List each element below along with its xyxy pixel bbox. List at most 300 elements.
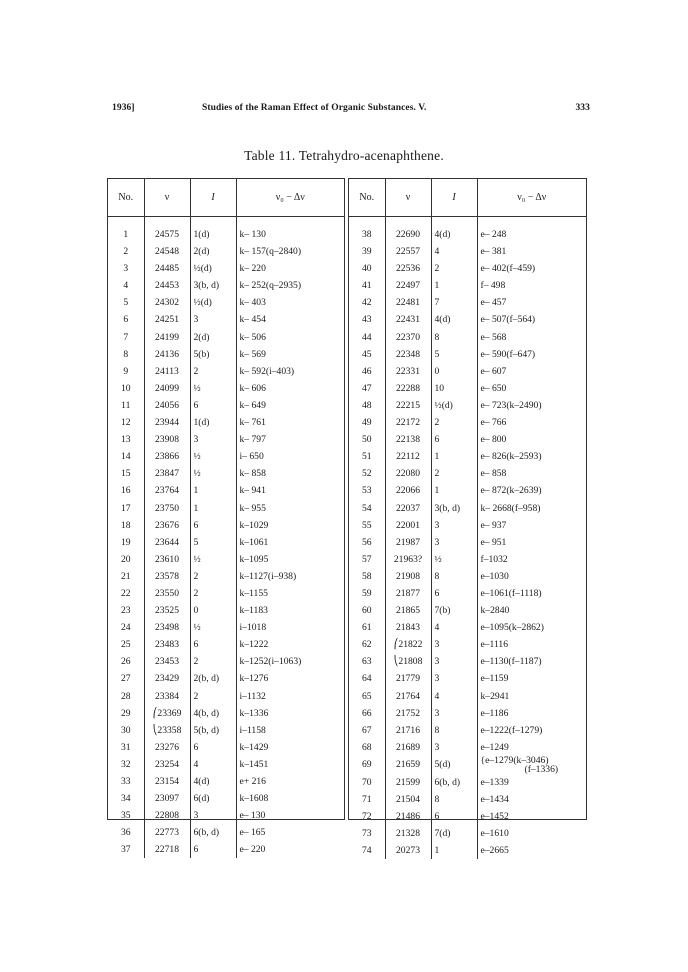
cell-nu: 23610	[144, 551, 190, 568]
table-row	[349, 500, 586, 517]
cell-intensity: 2	[190, 585, 236, 602]
cell-no: 72	[361, 811, 372, 823]
cell-nu: 22037	[385, 500, 431, 517]
shift-note: (f–1336)	[524, 763, 559, 775]
cell-nu: 21764	[385, 688, 431, 705]
cell-nu: 24575	[144, 226, 190, 243]
cell-no: 14	[120, 451, 131, 463]
cell-shift: k– 569	[236, 346, 344, 363]
cell-shift: k– 761	[236, 414, 344, 431]
cell-intensity: 4(d)	[431, 311, 477, 328]
cell-no: 31	[120, 741, 131, 753]
cell-shift: k–1183	[236, 602, 344, 619]
cell-shift: e–1130(f–1187)	[477, 653, 586, 670]
table-row	[349, 774, 586, 791]
cell-shift: e– 858	[477, 465, 586, 482]
cell-nu: 24099	[144, 380, 190, 397]
cell-no: 37	[120, 844, 131, 856]
cell-nu: 22288	[385, 380, 431, 397]
cell-intensity: 5(b, d)	[190, 722, 236, 739]
cell-intensity: ½	[190, 551, 236, 568]
cell-nu: 23384	[144, 688, 190, 705]
cell-shift: e–1186	[477, 705, 586, 722]
cell-nu: 24251	[144, 311, 190, 328]
header-nu: ν	[385, 179, 431, 217]
cell-shift: k–1095	[236, 551, 344, 568]
cell-nu: 20273	[385, 842, 431, 859]
cell-intensity: 3	[431, 705, 477, 722]
table-row	[349, 722, 586, 739]
cell-intensity: 8	[431, 329, 477, 346]
table-row	[349, 243, 586, 260]
table-row	[349, 705, 586, 722]
cell-intensity: 2	[431, 260, 477, 277]
cell-nu: 22215	[385, 397, 431, 414]
cell-no: 18	[120, 519, 131, 531]
header-shift: ν₀ − Δν	[477, 179, 586, 217]
cell-shift: e– 800	[477, 431, 586, 448]
cell-no: 55	[361, 519, 372, 531]
cell-nu: 23154	[144, 773, 190, 790]
table-row	[108, 568, 344, 585]
cell-shift: k–1429	[236, 739, 344, 756]
table-row	[108, 482, 344, 499]
cell-nu: 22690	[385, 226, 431, 243]
cell-shift: k– 592(i–403)	[236, 363, 344, 380]
table-row	[349, 791, 586, 808]
cell-shift: e–1610	[477, 825, 586, 842]
cell-nu: 23276	[144, 739, 190, 756]
cell-shift: k– 858	[236, 465, 344, 482]
cell-shift: k–1608	[236, 790, 344, 807]
cell-nu: 21599	[385, 774, 431, 791]
table-row	[108, 585, 344, 602]
cell-shift: e– 826(k–2593)	[477, 448, 586, 465]
cell-nu: 24113	[144, 363, 190, 380]
cell-shift: e– 937	[477, 517, 586, 534]
table-row	[349, 414, 586, 431]
cell-no: 38	[361, 229, 372, 240]
table-row	[349, 380, 586, 397]
cell-intensity: 1(d)	[190, 414, 236, 431]
cell-no: 64	[361, 673, 372, 685]
cell-nu: 22348	[385, 346, 431, 363]
cell-no: 59	[361, 587, 372, 599]
cell-no: 23	[120, 605, 131, 617]
cell-no: 42	[361, 297, 372, 309]
spacer-cell	[108, 217, 144, 227]
cell-shift: e–1249	[477, 739, 586, 756]
cell-nu: 22557	[385, 243, 431, 260]
cell-intensity: 1	[431, 842, 477, 859]
table-right-half	[348, 178, 587, 857]
cell-intensity: 3	[190, 311, 236, 328]
table-body-left	[108, 217, 344, 859]
cell-intensity: ½	[190, 619, 236, 636]
cell-nu: 23676	[144, 517, 190, 534]
cell-shift: e– 507(f–564)	[477, 311, 586, 328]
cell-nu: 22112	[385, 448, 431, 465]
table-row	[108, 824, 344, 841]
cell-shift: e– 402(f–459)	[477, 260, 586, 277]
cell-shift: e–1159	[477, 670, 586, 687]
table-row	[108, 756, 344, 773]
cell-intensity: 5	[190, 534, 236, 551]
spacer-cell	[349, 217, 385, 227]
cell-shift: k–1029	[236, 517, 344, 534]
cell-nu: 21659	[385, 756, 431, 774]
cell-intensity: 6(b, d)	[190, 824, 236, 841]
cell-shift: k– 797	[236, 431, 344, 448]
header-row-left	[108, 179, 344, 217]
cell-nu: 23764	[144, 482, 190, 499]
cell-nu: 21716	[385, 722, 431, 739]
cell-intensity: 1	[190, 482, 236, 499]
table-row	[349, 619, 586, 636]
cell-shift: e– 590(f–647)	[477, 346, 586, 363]
table-row	[349, 226, 586, 243]
table-row	[108, 790, 344, 807]
cell-shift: k– 157(q–2840)	[236, 243, 344, 260]
spacer-cell	[144, 217, 190, 227]
cell-intensity: 3	[431, 517, 477, 534]
cell-shift: e–1061(f–1118)	[477, 585, 586, 602]
cell-no: 33	[120, 776, 131, 787]
cell-nu: 22080	[385, 465, 431, 482]
cell-nu: 21963?	[385, 551, 431, 568]
cell-shift: k–2941	[477, 688, 586, 705]
table-row	[108, 722, 344, 739]
cell-shift: e–1434	[477, 791, 586, 808]
header-nu: ν	[144, 179, 190, 217]
cell-no: 21	[120, 570, 131, 582]
cell-no: 32	[120, 758, 131, 770]
cell-nu: 21987	[385, 534, 431, 551]
cell-intensity: ½	[431, 551, 477, 568]
cell-shift: k–1155	[236, 585, 344, 602]
cell-nu: 21779	[385, 670, 431, 687]
cell-intensity: 4	[431, 688, 477, 705]
cell-intensity: 1(d)	[190, 226, 236, 243]
cell-no: 60	[361, 605, 372, 617]
header-no: No.	[108, 179, 144, 217]
cell-shift	[477, 756, 586, 774]
cell-intensity: ½(d)	[190, 260, 236, 277]
header-intensity: I	[431, 179, 477, 217]
cell-no: 5	[123, 297, 129, 309]
cell-shift: e– 220	[236, 841, 344, 858]
cell-intensity: ½	[190, 380, 236, 397]
cell-intensity: 2	[190, 568, 236, 585]
cell-intensity: 2(d)	[190, 329, 236, 346]
cell-shift: e–1339	[477, 774, 586, 791]
cell-nu: 24453	[144, 277, 190, 294]
cell-no: 30	[120, 724, 131, 736]
cell-intensity: 3(b, d)	[190, 277, 236, 294]
cell-intensity: 6	[190, 841, 236, 858]
cell-shift: k– 606	[236, 380, 344, 397]
table-row	[108, 551, 344, 568]
table-row	[349, 482, 586, 499]
cell-intensity: 3(b, d)	[431, 500, 477, 517]
cell-intensity: 7(b)	[431, 602, 477, 619]
cell-nu: 22370	[385, 329, 431, 346]
cell-no: 3	[123, 263, 129, 275]
cell-intensity: ½	[190, 448, 236, 465]
cell-nu: 23908	[144, 431, 190, 448]
cell-nu: 23498	[144, 619, 190, 636]
header-no: No.	[349, 179, 385, 217]
cell-shift: e– 650	[477, 380, 586, 397]
table-row	[349, 602, 586, 619]
running-head	[112, 103, 590, 117]
cell-shift: k– 403	[236, 294, 344, 311]
cell-shift: k– 130	[236, 226, 344, 243]
cell-intensity: 6	[431, 808, 477, 825]
table-row	[349, 585, 586, 602]
cell-nu: 22481	[385, 294, 431, 311]
cell-nu: ⎛23369	[144, 705, 190, 722]
cell-shift: k– 454	[236, 311, 344, 328]
cell-no: 7	[123, 331, 129, 343]
table-row	[108, 363, 344, 380]
cell-shift: e–1030	[477, 568, 586, 585]
cell-no: 19	[120, 536, 131, 548]
cell-shift: i– 650	[236, 448, 344, 465]
cell-intensity: 6	[431, 585, 477, 602]
cell-intensity: 3	[431, 670, 477, 687]
cell-shift: e–1222(f–1279)	[477, 722, 586, 739]
cell-shift: i–1158	[236, 722, 344, 739]
cell-shift: e– 766	[477, 414, 586, 431]
cell-intensity: 4(b, d)	[190, 705, 236, 722]
header-intensity: I	[190, 179, 236, 217]
cell-shift: e+ 216	[236, 773, 344, 790]
table-row	[108, 636, 344, 653]
cell-shift: k–1222	[236, 636, 344, 653]
cell-no: 67	[361, 724, 372, 736]
cell-nu: 22497	[385, 277, 431, 294]
table-row	[349, 739, 586, 756]
table-row	[108, 773, 344, 790]
cell-shift: k–1451	[236, 756, 344, 773]
cell-no: 9	[123, 365, 129, 377]
cell-intensity: ½(d)	[190, 294, 236, 311]
cell-no: 65	[361, 690, 372, 702]
table-left	[108, 179, 344, 858]
cell-nu: ⎝23358	[144, 722, 190, 739]
table-body-right	[349, 217, 586, 860]
cell-intensity: ½(d)	[431, 397, 477, 414]
cell-shift: k–1252(i–1063)	[236, 653, 344, 670]
cell-intensity: 4	[190, 756, 236, 773]
cell-nu: 23525	[144, 602, 190, 619]
cell-no: 44	[361, 331, 372, 343]
table-row	[349, 756, 586, 774]
cell-intensity: 4	[431, 619, 477, 636]
cell-no: 61	[361, 622, 372, 634]
cell-intensity: 4	[431, 243, 477, 260]
shift-main: {e–1279(k–3046)	[480, 754, 549, 766]
cell-intensity: 7	[431, 294, 477, 311]
cell-shift: i–1132	[236, 688, 344, 705]
cell-intensity: 1	[431, 448, 477, 465]
cell-nu: 22431	[385, 311, 431, 328]
cell-intensity: 0	[431, 363, 477, 380]
cell-shift: k–1061	[236, 534, 344, 551]
table-row	[349, 517, 586, 534]
cell-no: 63	[361, 656, 372, 668]
cell-no: 43	[361, 314, 372, 326]
cell-no: 68	[361, 741, 372, 753]
cell-intensity: 4(d)	[431, 226, 477, 243]
cell-nu: 23483	[144, 636, 190, 653]
cell-shift: e– 951	[477, 534, 586, 551]
cell-no: 45	[361, 348, 372, 360]
cell-intensity: 2	[431, 414, 477, 431]
cell-nu: 23866	[144, 448, 190, 465]
table-row	[108, 465, 344, 482]
cell-intensity: 3	[190, 807, 236, 824]
table-row	[349, 825, 586, 842]
table-row	[108, 739, 344, 756]
table-row	[108, 329, 344, 346]
cell-no: 22	[120, 587, 131, 599]
table-row	[349, 448, 586, 465]
cell-intensity: 6	[190, 636, 236, 653]
cell-nu: 22773	[144, 824, 190, 841]
cell-intensity: 2	[190, 653, 236, 670]
cell-intensity: 2(d)	[190, 243, 236, 260]
cell-nu: 23429	[144, 670, 190, 687]
cell-intensity: 6	[190, 517, 236, 534]
cell-nu: 21328	[385, 825, 431, 842]
cell-intensity: 4(d)	[190, 773, 236, 790]
cell-no: 66	[361, 707, 372, 719]
table-row	[108, 500, 344, 517]
cell-no: 57	[361, 553, 372, 565]
cell-intensity: 2(b, d)	[190, 670, 236, 687]
table-row	[349, 346, 586, 363]
cell-shift: e– 723(k–2490)	[477, 397, 586, 414]
cell-intensity: 8	[431, 568, 477, 585]
table-row	[349, 842, 586, 859]
cell-shift: k–1336	[236, 705, 344, 722]
cell-nu: 24302	[144, 294, 190, 311]
table-row	[349, 329, 586, 346]
cell-no: 53	[361, 485, 372, 497]
cell-nu: 23644	[144, 534, 190, 551]
table-right	[349, 179, 586, 859]
table-row	[108, 260, 344, 277]
cell-no: 34	[120, 793, 131, 805]
table-row	[108, 294, 344, 311]
cell-no: 8	[123, 348, 129, 360]
cell-no: 36	[120, 827, 131, 839]
cell-no: 26	[120, 656, 131, 668]
cell-nu: 21752	[385, 705, 431, 722]
cell-shift: e–2665	[477, 842, 586, 859]
cell-nu: 24548	[144, 243, 190, 260]
cell-nu: 21865	[385, 602, 431, 619]
table-row	[108, 243, 344, 260]
cell-no: 62	[361, 639, 372, 651]
cell-no: 73	[361, 828, 372, 840]
cell-no: 27	[120, 673, 131, 685]
cell-shift: k– 2668(f–958)	[477, 500, 586, 517]
cell-nu: 21843	[385, 619, 431, 636]
cell-no: 2	[123, 246, 129, 258]
cell-intensity: 6(b, d)	[431, 774, 477, 791]
running-head-title: Studies of the Raman Effect of Organic Substances. V.	[202, 103, 427, 113]
cell-intensity: 1	[190, 500, 236, 517]
spacer-row	[108, 217, 344, 227]
cell-nu: 22536	[385, 260, 431, 277]
cell-shift: e–1452	[477, 808, 586, 825]
table-caption: Table 11. Tetrahydro-acenaphthene.	[244, 148, 444, 163]
cell-shift: e– 457	[477, 294, 586, 311]
cell-no: 46	[361, 365, 372, 377]
cell-nu: 23750	[144, 500, 190, 517]
cell-intensity: ½	[190, 465, 236, 482]
cell-nu: 21504	[385, 791, 431, 808]
table-row	[349, 670, 586, 687]
cell-nu: 22172	[385, 414, 431, 431]
spacer-cell	[236, 217, 344, 227]
cell-intensity: 5(d)	[431, 756, 477, 774]
cell-no: 13	[120, 434, 131, 446]
table-row	[108, 619, 344, 636]
spacer-cell	[385, 217, 431, 227]
table-row	[349, 568, 586, 585]
cell-intensity: 5(b)	[190, 346, 236, 363]
cell-nu: 23097	[144, 790, 190, 807]
table-row	[108, 448, 344, 465]
cell-shift: k– 955	[236, 500, 344, 517]
cell-no: 41	[361, 280, 372, 292]
cell-intensity: 3	[431, 636, 477, 653]
cell-shift: e– 568	[477, 329, 586, 346]
table-row	[108, 653, 344, 670]
table-row	[108, 807, 344, 824]
cell-intensity: 6	[431, 431, 477, 448]
table-row	[349, 397, 586, 414]
table-row	[108, 670, 344, 687]
cell-shift: e–1116	[477, 636, 586, 653]
cell-shift: f– 498	[477, 277, 586, 294]
cell-no: 24	[120, 622, 131, 634]
cell-intensity: 3	[431, 739, 477, 756]
cell-intensity: 7(d)	[431, 825, 477, 842]
cell-no: 10	[120, 382, 131, 394]
cell-no: 39	[361, 246, 372, 258]
table-row	[108, 311, 344, 328]
cell-nu: 22001	[385, 517, 431, 534]
raman-table	[107, 178, 587, 857]
cell-no: 12	[120, 417, 131, 429]
cell-intensity: 3	[190, 431, 236, 448]
cell-no: 16	[120, 485, 131, 497]
cell-no: 40	[361, 263, 372, 275]
cell-no: 15	[120, 468, 131, 480]
spacer-cell	[477, 217, 586, 227]
cell-no: 4	[123, 280, 129, 292]
cell-no: 48	[361, 399, 372, 411]
table-row	[108, 277, 344, 294]
cell-nu: 24136	[144, 346, 190, 363]
cell-intensity: 1	[431, 482, 477, 499]
cell-nu: 23578	[144, 568, 190, 585]
